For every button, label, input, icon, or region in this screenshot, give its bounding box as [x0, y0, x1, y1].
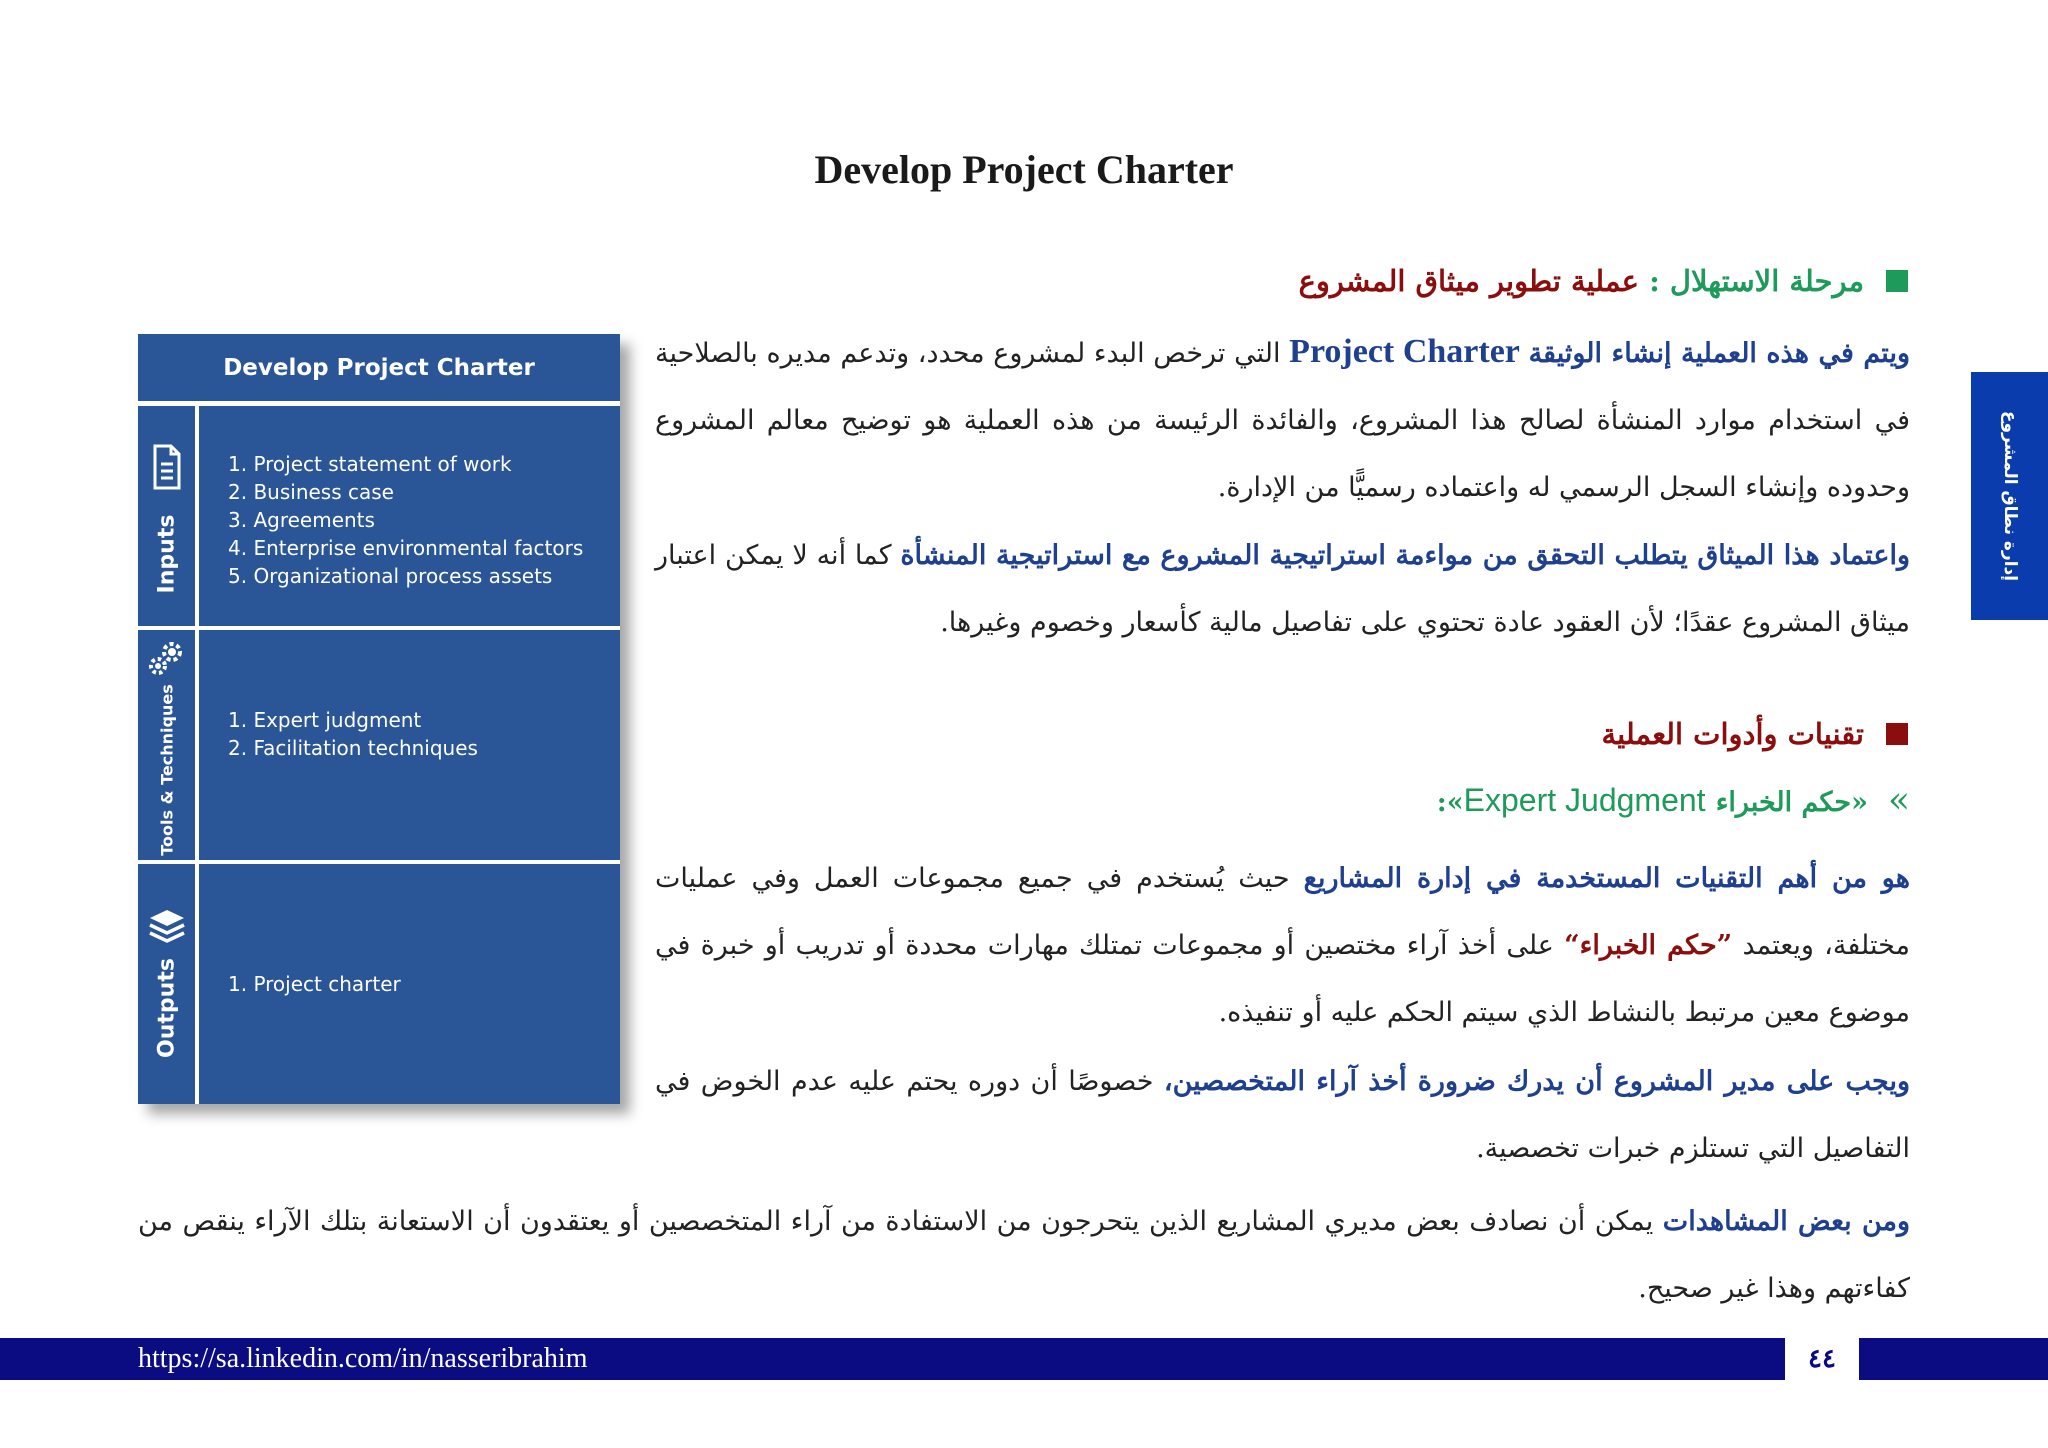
expert-judgment-colon: »:	[1436, 787, 1464, 818]
paragraph-3-rest: على أخذ آراء مختصين أو مجموعات تمتلك مهارات محددة أو تدريب أو خبرة في موضوع معين مرتبط بالنشاط الذي سيتم الحكم عليه أو تنفيذه.	[655, 930, 1910, 1028]
paragraph-1	[655, 318, 1910, 521]
footer-bar	[0, 1338, 1785, 1380]
list-item: 1. Project statement of work	[228, 452, 512, 476]
expert-judgment-english: Expert Judgment	[1463, 782, 1706, 818]
expert-judgment-line	[1437, 776, 1910, 824]
section1-heading-part2: عملية تطوير ميثاق المشروع	[1298, 264, 1639, 298]
list-item: 1. Expert judgment	[228, 708, 422, 732]
red-square-bullet-icon	[1886, 723, 1908, 745]
inputs-list	[228, 450, 583, 590]
layers-icon	[148, 908, 186, 949]
process-box-header: Develop Project Charter	[138, 334, 620, 401]
section1-heading	[1299, 259, 1908, 303]
side-tab-label: إدارة نطاق المشروع	[1999, 410, 2020, 582]
section2-heading	[1602, 712, 1908, 756]
paragraph-2	[655, 522, 1910, 656]
paragraph-2-rest: كما أنه لا يمكن اعتبار ميثاق المشروع عقدًا؛ لأن العقود عادة تحتوي على تفاصيل مالية كأسعار وخصوم وغيرها.	[655, 540, 1910, 638]
outputs-list	[228, 970, 401, 998]
tools-section	[138, 630, 620, 860]
paragraph-3-quote: ”حكم الخبراء“	[1564, 930, 1733, 961]
gears-icon	[147, 638, 187, 683]
tools-label: Tools & Techniques	[157, 684, 176, 856]
document-list-icon	[151, 444, 183, 495]
paragraph-1-en: Project Charter	[1289, 333, 1520, 370]
side-tab	[1971, 372, 2048, 620]
section1-heading-part1: مرحلة الاستهلال :	[1649, 264, 1864, 298]
paragraph-5-lead: ومن بعض المشاهدات	[1662, 1206, 1911, 1237]
list-item: 4. Enterprise environmental factors	[228, 536, 584, 560]
process-box	[138, 334, 620, 1104]
paragraph-2-lead: واعتماد هذا الميثاق يتطلب التحقق من مواءمة استراتيجية المشروع مع استراتيجية المنشأة	[900, 540, 1910, 571]
paragraph-5	[138, 1188, 1910, 1322]
outputs-lane	[138, 864, 199, 1104]
paragraph-3-lead: هو من أهم التقنيات المستخدمة في إدارة المشاريع	[1303, 863, 1910, 894]
outputs-label: Outputs	[154, 958, 179, 1058]
page-title: Develop Project Charter	[814, 147, 1234, 192]
paragraph-3	[655, 845, 1910, 1046]
tools-lane	[138, 630, 199, 860]
list-item: 1. Project charter	[228, 972, 401, 996]
list-item: 2. Business case	[228, 480, 394, 504]
list-item: 5. Organizational process assets	[228, 564, 553, 588]
inputs-lane	[138, 406, 199, 626]
expert-judgment-arabic: «حكم الخبراء	[1715, 787, 1868, 818]
footer-url-link[interactable]: https://sa.linkedin.com/in/nasseribrahim	[138, 1343, 588, 1374]
inputs-label: Inputs	[154, 514, 179, 594]
guillemet-bullet-icon: »	[1887, 779, 1910, 821]
page-number: ٤٤	[1785, 1338, 1859, 1380]
tools-list	[228, 706, 478, 762]
paragraph-3-mid: حيث يُستخدم في جميع مجموعات العمل وفي عمليات مختلفة، ويعتمد	[655, 863, 1910, 961]
list-item: 3. Agreements	[228, 508, 375, 532]
outputs-section	[138, 864, 620, 1104]
green-square-bullet-icon	[1886, 270, 1908, 292]
paragraph-4-rest: خصوصًا أن دوره يحتم عليه عدم الخوض في التفاصيل التي تستلزم خبرات تخصصية.	[655, 1066, 1910, 1164]
paragraph-1-lead: ويتم في هذه العملية إنشاء الوثيقة	[1528, 338, 1911, 369]
section2-heading-text: تقنيات وأدوات العملية	[1601, 717, 1864, 751]
inputs-section	[138, 406, 620, 626]
paragraph-5-rest: يمكن أن نصادف بعض مديري المشاريع الذين يتحرجون من الاستفادة من آراء المتخصصين أو يعتقدون أن الاستعانة بتلك الآراء ينقص من كفاءتهم وهذا غير صحيح.	[138, 1206, 1910, 1304]
paragraph-4-lead: ويجب على مدير المشروع أن يدرك ضرورة أخذ آراء المتخصصين،	[1163, 1066, 1910, 1097]
paragraph-4	[655, 1048, 1910, 1182]
footer-bar-right	[1859, 1338, 2048, 1380]
paragraph-1-rest: التي ترخص البدء لمشروع محدد، وتدعم مديره بالصلاحية في استخدام موارد المنشأة لصالح هذا المشروع، والفائدة الرئيسة من هذه العملية هو توضيح معالم المشروع وحدوده وإنشاء السجل الرسمي له واعتماده رسميًّا من الإدارة.	[655, 338, 1910, 503]
list-item: 2. Facilitation techniques	[228, 736, 478, 760]
